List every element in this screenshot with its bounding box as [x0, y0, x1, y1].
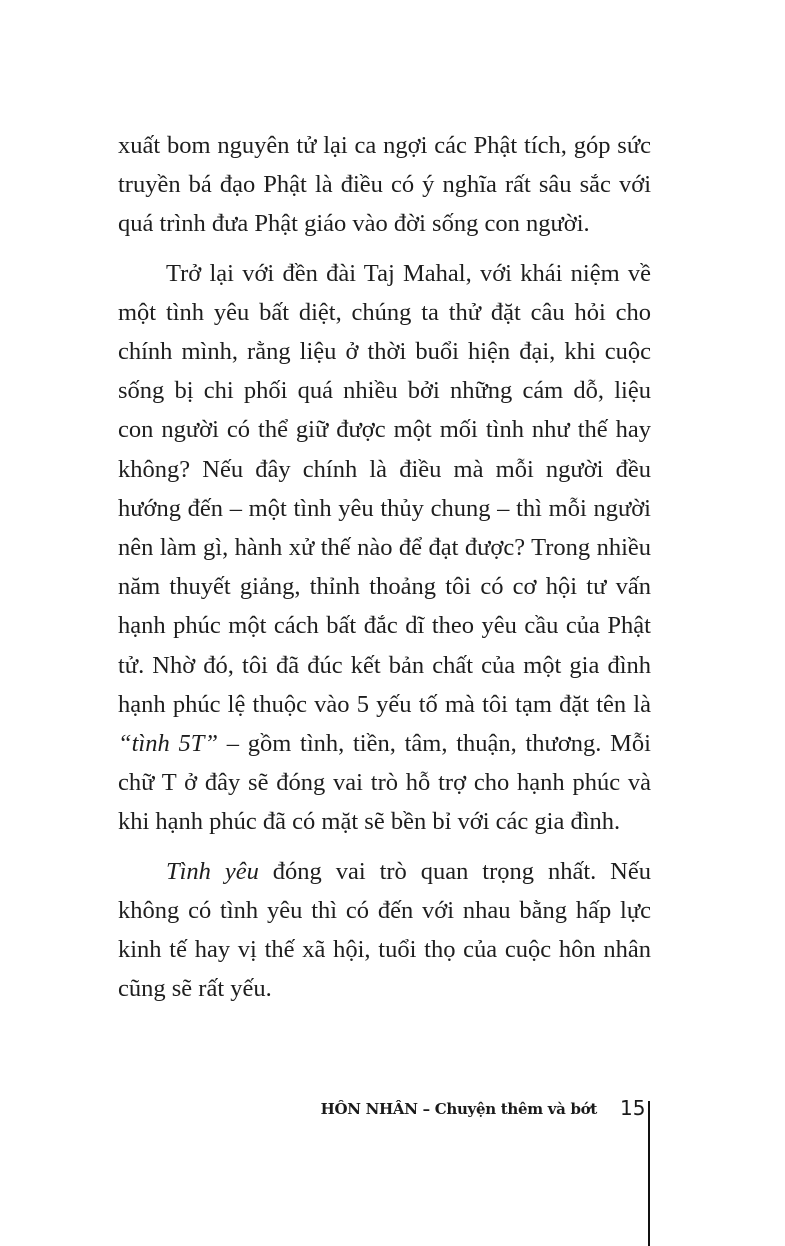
term-tinh-5t: “tình 5T”: [118, 730, 218, 758]
paragraph-3-text: đóng vai trò quan trọng nhất. Nếu không có tình yêu thì có đến với nhau bằng hấp lực kinh tế hay vị thế xã hội, tuổi thọ của cuộc hôn nhân cũng sẽ rất yếu.: [118, 857, 651, 1003]
paragraph-1: [118, 126, 651, 244]
paragraph-3: [118, 852, 651, 1009]
page-body-text: [118, 126, 651, 1018]
vertical-rule-divider: [648, 1101, 650, 1246]
running-title: HÔN NHÂN – Chuyện thêm và bớt: [320, 1100, 597, 1118]
paragraph-1-text: xuất bom nguyên tử lại ca ngợi các Phật tích, góp sức truyền bá đạo Phật là điều có ý nghĩa rất sâu sắc với quá trình đưa Phật giáo vào đời sống con người.: [118, 132, 651, 238]
paragraph-2-text-b: – gồm tình, tiền, tâm, thuận, thương. Mỗi chữ T ở đây sẽ đóng vai trò hỗ trợ cho hạnh phúc và khi hạnh phúc đã có mặt sẽ bền bỉ với các gia đình.: [118, 730, 651, 836]
page-footer: [0, 1096, 785, 1126]
term-tinh-yeu: Tình yêu: [166, 857, 259, 885]
paragraph-2-text-a: Trở lại với đền đài Taj Mahal, với khái niệm về một tình yêu bất diệt, chúng ta thử đặt câu hỏi cho chính mình, rằng liệu ở thời buổi hiện đại, khi cuộc sống bị chi phối quá nhiều bởi những cám dỗ, liệu con người có thể giữ được một mối tình như thế hay không? Nếu đây chính là điều mà mỗi người đều hướng đến – một tình yêu thủy chung – thì mỗi người nên làm gì, hành xử thế nào để đạt được? Trong nhiều năm thuyết giảng, thỉnh thoảng tôi có cơ hội tư vấn hạnh phúc một cách bất đắc dĩ theo yêu cầu của Phật tử. Nhờ đó, tôi đã đúc kết bản chất của một gia đình hạnh phúc lệ thuộc vào 5 yếu tố mà tôi tạm đặt tên là: [118, 259, 651, 718]
page-number: 15: [620, 1096, 646, 1120]
paragraph-2: [118, 254, 651, 842]
